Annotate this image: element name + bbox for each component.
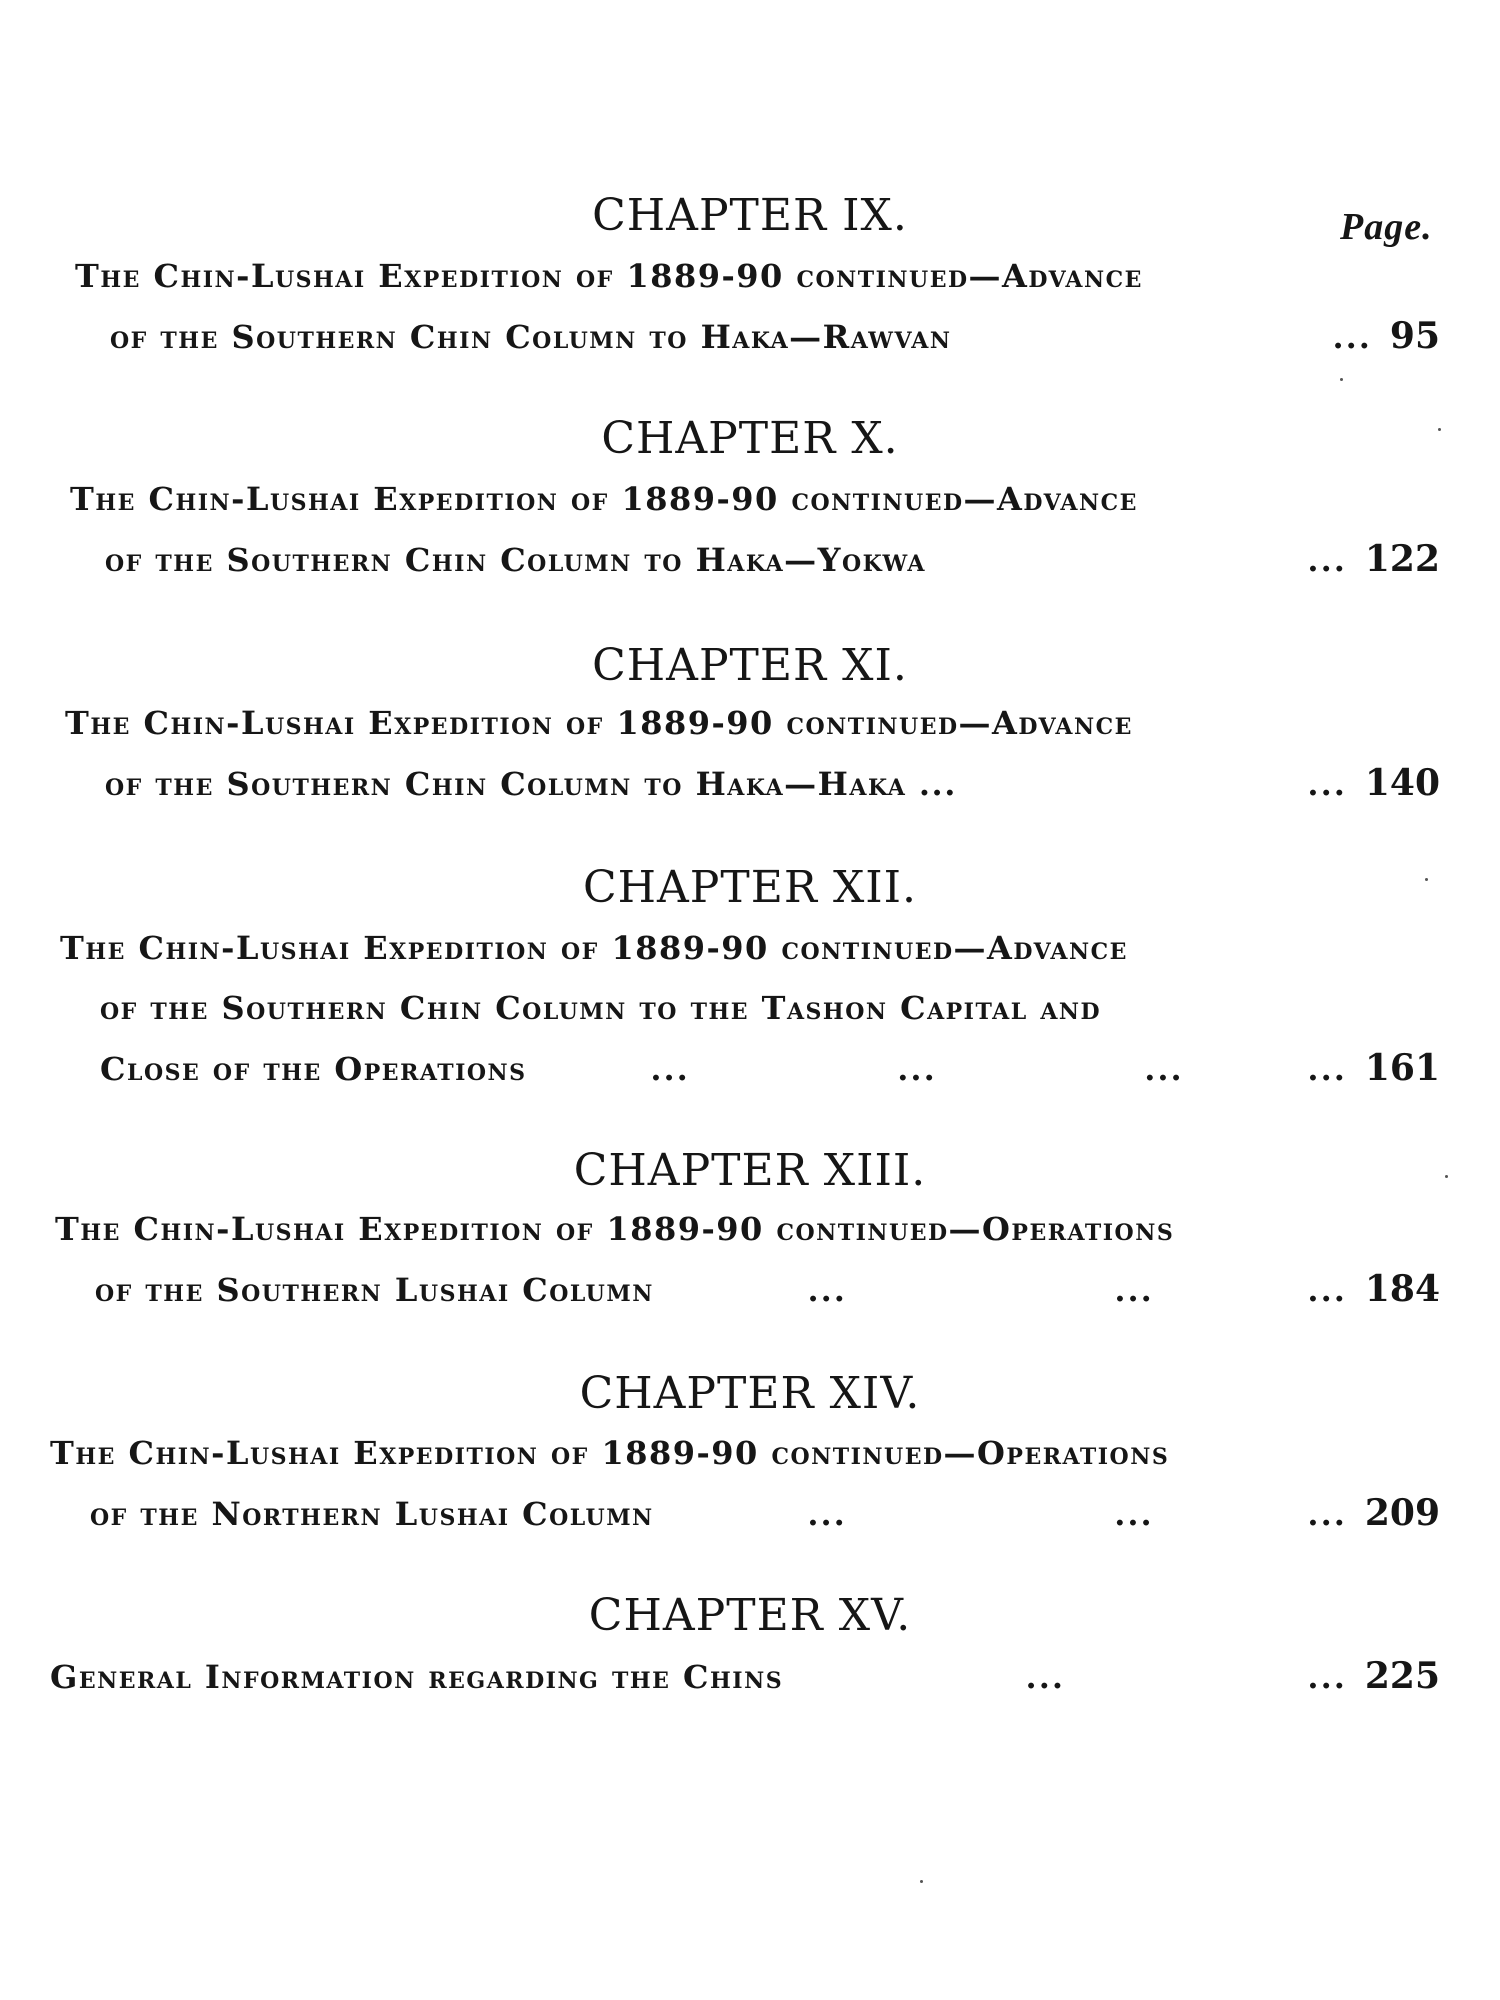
entry-title-line: [95, 1263, 1440, 1315]
print-speck: [1340, 378, 1343, 381]
leader-dots: ...: [897, 1050, 937, 1088]
entry-title-line: [55, 1203, 1440, 1255]
entry-title-text: of the Southern Chin Column to Haka—Yokwa: [105, 541, 926, 579]
leader-dots: ...: [1144, 1050, 1184, 1088]
entry-title-line: [100, 1042, 1440, 1094]
leader-dots: ...: [1307, 1495, 1347, 1533]
chapter-heading: CHAPTER XV.: [588, 1590, 912, 1641]
leader-dots: ...: [650, 1050, 690, 1088]
entry-title-line: [105, 757, 1440, 809]
entry-title-line: [70, 473, 1440, 525]
leader-dots: ...: [1114, 1495, 1154, 1533]
page-number: 184: [1364, 1268, 1440, 1310]
chapter-heading: CHAPTER XII.: [582, 862, 918, 913]
entry-title-text: General Information regarding the Chins: [50, 1658, 784, 1696]
print-speck: [920, 1880, 923, 1883]
entry-title-text: The Chin-Lushai Expedition of 1889-90 continued—Advance: [65, 704, 1133, 742]
leader-dots: ...: [1332, 318, 1372, 356]
entry-title-line: [50, 1427, 1440, 1479]
entry-title-text: The Chin-Lushai Expedition of 1889-90 continued—Advance: [70, 480, 1138, 518]
entry-title-line: [105, 533, 1440, 585]
leader-dots: ...: [807, 1271, 847, 1309]
page-number: 209: [1364, 1492, 1440, 1534]
print-speck: [1425, 878, 1428, 881]
leader-dots: ...: [1025, 1658, 1065, 1696]
page-number: 225: [1364, 1655, 1440, 1697]
chapter-heading: CHAPTER XIV.: [579, 1368, 921, 1419]
entry-title-text: of the Northern Lushai Column: [90, 1495, 654, 1533]
entry-title-line: [110, 310, 1440, 362]
entry-title-text: of the Southern Chin Column to Haka—Rawvan: [110, 318, 952, 356]
chapter-heading: CHAPTER X.: [601, 413, 899, 464]
leader-dots: ...: [1307, 1658, 1347, 1696]
entry-title-text: Close of the Operations: [100, 1050, 527, 1088]
entry-title-text: The Chin-Lushai Expedition of 1889-90 continued—Advance: [60, 929, 1128, 967]
entry-title-line: [90, 1487, 1440, 1539]
chapter-heading: CHAPTER XI.: [592, 640, 908, 691]
page-number: 140: [1364, 762, 1440, 804]
entry-title-line: [60, 922, 1440, 974]
leader-dots: ...: [807, 1495, 847, 1533]
chapter-heading: CHAPTER IX.: [592, 190, 908, 241]
entry-title-text: of the Southern Chin Column to Haka—Haka ...: [105, 765, 957, 803]
entry-title-text: The Chin-Lushai Expedition of 1889-90 continued—Operations: [50, 1434, 1170, 1472]
entry-title-text: of the Southern Lushai Column: [95, 1271, 654, 1309]
page-number: 95: [1389, 315, 1440, 357]
page-column-label: Page.: [1340, 206, 1433, 248]
entry-title-text: The Chin-Lushai Expedition of 1889-90 continued—Advance: [75, 257, 1143, 295]
leader-dots: ...: [1114, 1271, 1154, 1309]
entry-title-line: [75, 250, 1440, 302]
entry-title-text: The Chin-Lushai Expedition of 1889-90 continued—Operations: [55, 1210, 1175, 1248]
chapter-heading: CHAPTER XIII.: [573, 1145, 927, 1196]
entry-title-line: [65, 697, 1440, 749]
page-number: 122: [1364, 538, 1440, 580]
print-speck: [1438, 428, 1441, 431]
print-speck: [1445, 1175, 1448, 1178]
leader-dots: ...: [1307, 1050, 1347, 1088]
entry-title-line: [50, 1650, 1440, 1702]
page-number: 161: [1364, 1047, 1440, 1089]
leader-dots: ...: [1307, 541, 1347, 579]
entry-title-text: of the Southern Chin Column to the Tashon Capital and: [100, 989, 1102, 1027]
leader-dots: ...: [1307, 1271, 1347, 1309]
leader-dots: ...: [1307, 765, 1347, 803]
entry-title-line: [100, 982, 1440, 1034]
